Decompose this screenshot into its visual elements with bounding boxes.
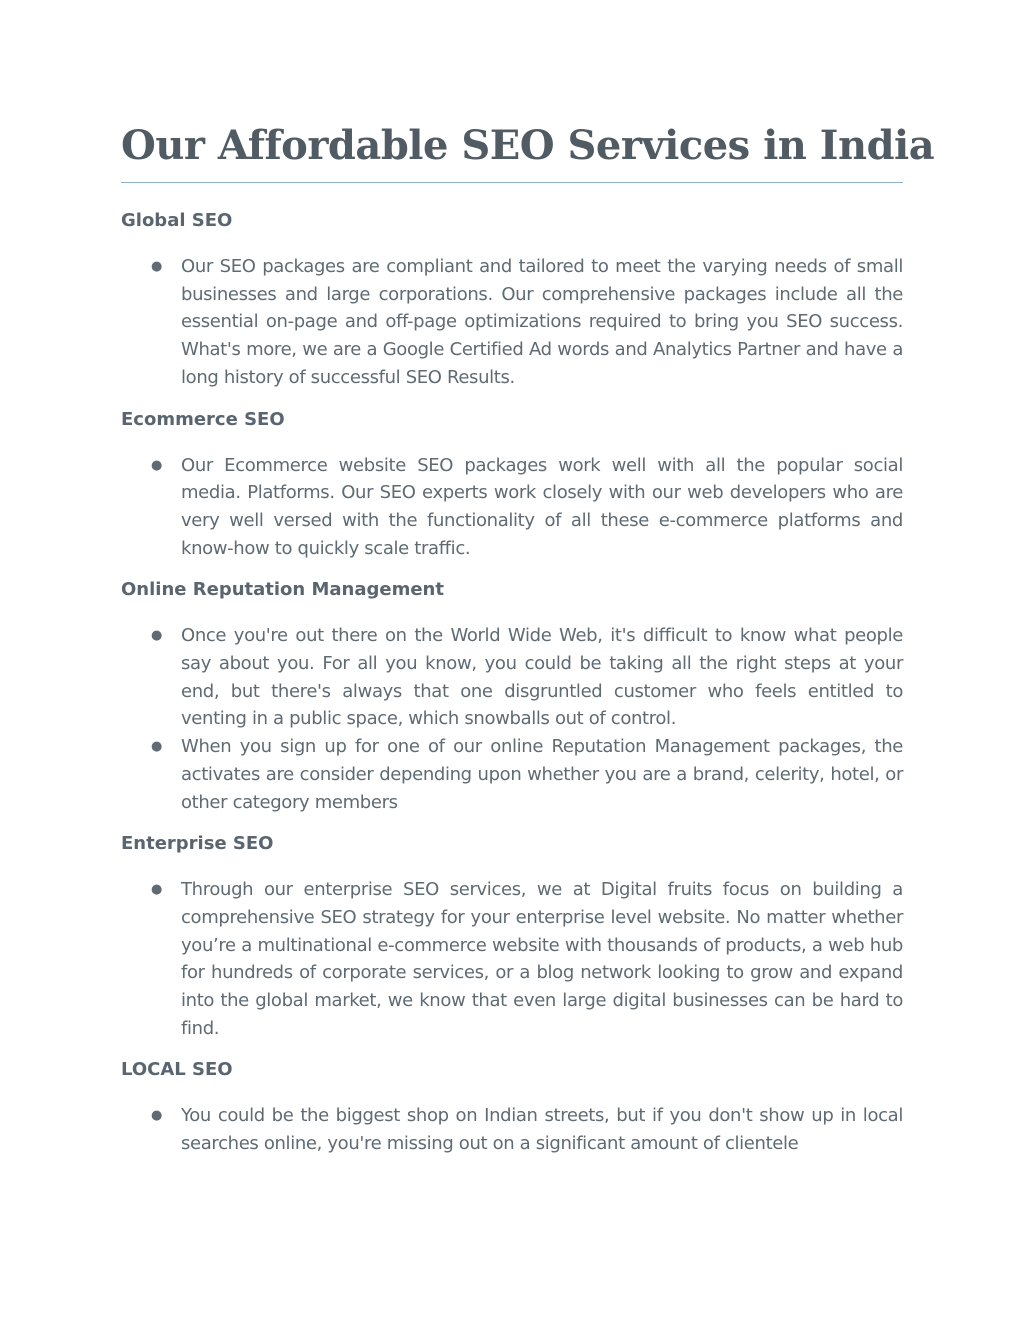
list-item [121, 253, 903, 392]
bullet-icon: ● [151, 739, 162, 755]
bullet-list [121, 622, 903, 816]
list-item-text: When you sign up for one of our online Reputation Management packages, the activates are consider depending upon whether you are a brand, celerity, hotel, or other category members [181, 736, 903, 813]
bullet-icon: ● [151, 882, 162, 898]
list-item [121, 733, 903, 816]
list-item [121, 622, 903, 733]
list-item-text: Once you're out there on the World Wide Web, it's difficult to know what people say about you. For all you know, you could be taking all the right steps at your end, but there's always that one disgruntled customer who feels entitled to venting in a public space, which snowballs out of control. [181, 625, 903, 730]
section-heading-online-reputation-management: Online Reputation Management [121, 579, 444, 601]
page-title: Our Affordable SEO Services in India [121, 118, 903, 183]
list-item-text: Our Ecommerce website SEO packages work well with all the popular social media. Platforms. Our SEO experts work closely with our web developers who are very well versed with the functionality of all these e-commerce platforms and know-how to quickly scale traffic. [181, 454, 903, 559]
list-item-text: Through our enterprise SEO services, we at Digital fruits focus on building a comprehensive SEO strategy for your enterprise level website. No matter whether you’re a multinational e-commerce website with thousands of products, a web hub for hundreds of corporate services, or a blog network looking to grow and expand into the global market, we know that even large digital businesses can be hard to find. [181, 879, 903, 1039]
list-item-text: You could be the biggest shop on Indian streets, but if you don't show up in local searches online, you're missing out on a significant amount of clientele [181, 1105, 903, 1155]
bullet-list [121, 253, 903, 392]
section-heading-enterprise-seo: Enterprise SEO [121, 833, 274, 855]
bullet-icon: ● [151, 457, 162, 473]
bullet-icon: ● [151, 259, 162, 274]
bullet-list [121, 876, 903, 1042]
section-heading-local-seo: LOCAL SEO [121, 1059, 233, 1081]
bullet-icon: ● [151, 1108, 162, 1124]
list-item [121, 876, 903, 1042]
list-item [121, 1102, 903, 1157]
bullet-icon: ● [151, 628, 162, 644]
list-item-text: Our SEO packages are compliant and tailored to meet the varying needs of small businesses and large corporations. Our comprehensive packages include all the essential on-page and off-page optimizations required to bring you SEO success. What's more, we are a Google Certified Ad words and Analytics Partner and have a long history of successful SEO Results. [181, 256, 903, 388]
bullet-list [121, 1102, 903, 1157]
document-body [121, 118, 935, 1158]
list-item [121, 452, 903, 563]
bullet-list [121, 452, 903, 563]
section-heading-global-seo: Global SEO [121, 210, 233, 231]
section-heading-ecommerce-seo: Ecommerce SEO [121, 408, 285, 430]
